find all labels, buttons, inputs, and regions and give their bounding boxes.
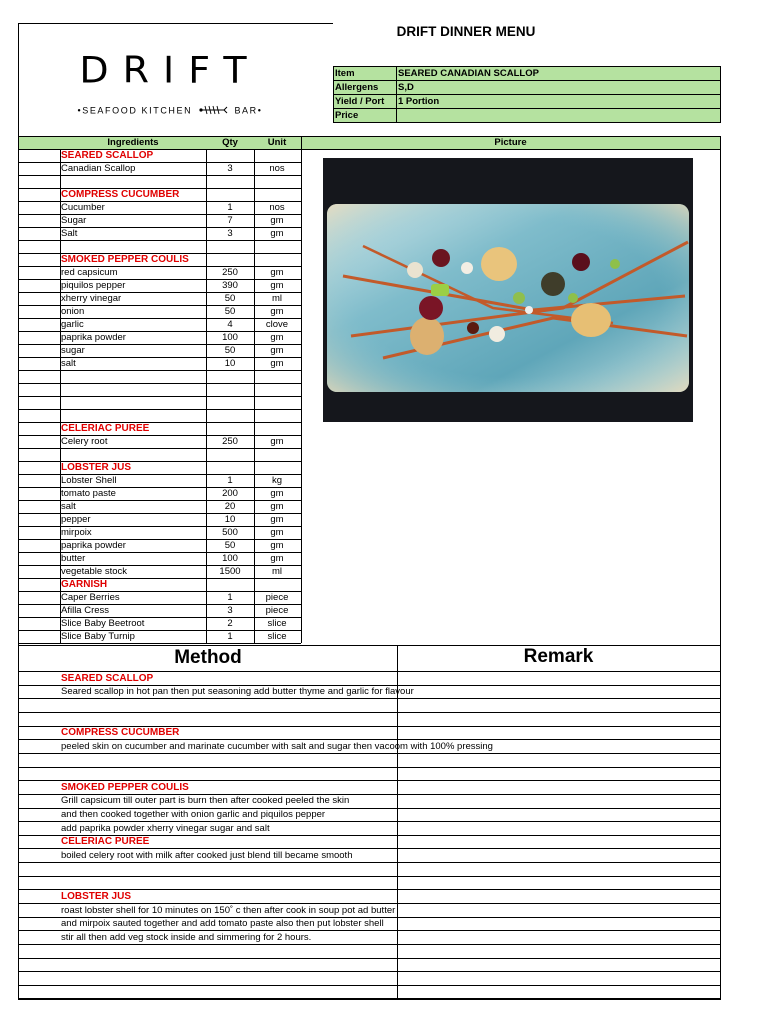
ingredient-name: mirpoix	[61, 527, 92, 538]
ingredient-section-title: SMOKED PEPPER COULIS	[61, 254, 189, 265]
method-step: add paprika powder xherry vinegar sugar and salt	[61, 822, 270, 834]
ingredient-name: paprika powder	[61, 540, 126, 551]
ingredient-qty: 50	[224, 540, 236, 551]
method-step: peeled skin on cucumber and marinate cucumber with salt and sugar then vacoom with 100% pressing	[61, 740, 493, 752]
ingredient-unit: gm	[270, 501, 284, 512]
ingredient-name: Cucumber	[61, 202, 105, 213]
ingredient-name: paprika powder	[61, 332, 126, 343]
ingredient-section-title: CELERIAC PUREE	[61, 423, 150, 434]
ingredient-unit: ml	[271, 566, 283, 577]
ingredient-unit: gm	[270, 306, 284, 317]
ingredient-qty: 20	[224, 501, 236, 512]
method-step: Grill capsicum till outer part is burn then after cooked peeled the skin	[61, 795, 350, 807]
ingredient-qty: 3	[227, 163, 233, 174]
page-title: DRIFT DINNER MENU	[396, 24, 536, 39]
ingredient-name: piquilos pepper	[61, 280, 126, 291]
ingredient-qty: 1	[227, 592, 233, 603]
ingredient-qty: 250	[222, 267, 238, 278]
ingredient-qty: 50	[224, 345, 236, 356]
method-step: and then cooked together with onion garlic and piquilos pepper	[61, 809, 326, 820]
method-section-title: LOBSTER JUS	[61, 890, 132, 902]
ingredient-name: onion	[61, 306, 85, 317]
method-step: Seared scallop in hot pan then put seasoning add butter thyme and garlic for flavour	[61, 686, 414, 698]
ingredient-section-title: SEARED SCALLOP	[61, 150, 154, 161]
ingredient-qty: 10	[224, 358, 236, 369]
ingredient-unit: clove	[265, 319, 289, 330]
ingredient-unit: nos	[269, 163, 285, 174]
ingredient-qty: 200	[222, 488, 238, 499]
ingredient-qty: 1	[227, 202, 233, 213]
ingredient-unit: gm	[270, 488, 284, 499]
header-qty: Qty	[206, 136, 254, 149]
method-step: stir all then add veg stock inside and simmering for 2 hours.	[61, 931, 312, 943]
info-label-price: Price	[333, 108, 397, 123]
ingredient-qty: 1	[227, 475, 233, 486]
ingredient-name: Afilla Cress	[61, 605, 110, 616]
ingredient-unit: gm	[270, 358, 284, 369]
method-step: and mirpoix sauted together and add tomato paste also then put lobster shell	[61, 918, 384, 930]
logo-tagline-left: •SEAFOOD KITCHEN	[77, 105, 193, 116]
ingredient-qty: 2	[227, 618, 233, 629]
method-section-title: CELERIAC PUREE	[61, 836, 150, 848]
header-unit: Unit	[254, 136, 300, 149]
header-ingredients: Ingredients	[60, 136, 206, 149]
ingredient-qty: 7	[227, 215, 233, 226]
ingredient-name: butter	[61, 553, 86, 564]
ingredient-qty: 100	[222, 553, 238, 564]
fish-bones-icon	[198, 104, 228, 118]
ingredient-qty: 10	[224, 514, 236, 525]
info-value-allergens: S,D	[396, 80, 721, 95]
ingredient-unit: gm	[270, 540, 284, 551]
ingredient-unit: piece	[265, 605, 289, 616]
ingredient-name: sugar	[61, 345, 85, 356]
ingredient-name: Lobster Shell	[61, 475, 117, 486]
info-label-allergens: Allergens	[333, 80, 397, 95]
info-value-yield: 1 Portion	[396, 94, 721, 109]
logo-wordmark: DRIFT	[79, 49, 261, 91]
method-step: roast lobster shell for 10 minutes on 150˚ c then after cook in soup pot ad butter	[61, 904, 396, 916]
ingredient-unit: gm	[270, 332, 284, 343]
ingredient-unit: nos	[269, 202, 285, 213]
info-value-item: SEARED CANADIAN SCALLOP	[396, 66, 721, 81]
ingredient-name: Slice Baby Beetroot	[61, 618, 145, 629]
ingredient-name: pepper	[61, 514, 91, 525]
ingredient-unit: gm	[270, 267, 284, 278]
ingredient-qty: 50	[224, 293, 236, 304]
ingredient-qty: 100	[222, 332, 238, 343]
ingredient-name: Caper Berries	[61, 592, 120, 603]
ingredient-unit: kg	[271, 475, 283, 486]
ingredient-qty: 1	[227, 631, 233, 642]
ingredient-unit: gm	[270, 553, 284, 564]
ingredient-name: garlic	[61, 319, 84, 330]
ingredient-section-title: LOBSTER JUS	[61, 462, 132, 473]
method-heading: Method	[174, 647, 242, 668]
info-label-yield: Yield / Port	[333, 94, 397, 109]
ingredient-name: salt	[61, 501, 76, 512]
ingredient-unit: gm	[270, 436, 284, 447]
ingredient-unit: slice	[267, 618, 287, 629]
ingredient-unit: ml	[271, 293, 283, 304]
ingredient-name: Salt	[61, 228, 78, 239]
ingredient-unit: gm	[270, 345, 284, 356]
header-picture: Picture	[301, 136, 720, 149]
ingredient-qty: 3	[227, 228, 233, 239]
remark-heading: Remark	[523, 646, 594, 667]
ingredient-qty: 390	[222, 280, 238, 291]
ingredient-qty: 500	[222, 527, 238, 538]
ingredient-unit: piece	[265, 592, 289, 603]
ingredient-unit: gm	[270, 280, 284, 291]
method-section-title: COMPRESS CUCUMBER	[61, 727, 180, 739]
ingredient-unit: gm	[270, 228, 284, 239]
ingredient-unit: gm	[270, 514, 284, 525]
ingredient-unit: slice	[267, 631, 287, 642]
ingredient-qty: 4	[227, 319, 233, 330]
method-section-title: SMOKED PEPPER COULIS	[61, 781, 189, 793]
ingredient-name: xherry vinegar	[61, 293, 122, 304]
ingredient-qty: 250	[222, 436, 238, 447]
ingredient-qty: 50	[224, 306, 236, 317]
info-value-price	[396, 108, 721, 123]
ingredient-name: Sugar	[61, 215, 87, 226]
ingredient-name: Canadian Scallop	[61, 163, 136, 174]
ingredient-unit: gm	[270, 527, 284, 538]
ingredient-name: red capsicum	[61, 267, 118, 278]
ingredient-unit: gm	[270, 215, 284, 226]
ingredient-qty: 3	[227, 605, 233, 616]
dish-photo	[323, 158, 693, 422]
ingredient-name: tomato paste	[61, 488, 116, 499]
ingredient-section-title: GARNISH	[61, 579, 108, 590]
ingredient-qty: 1500	[219, 566, 241, 577]
ingredient-name: salt	[61, 358, 76, 369]
ingredient-name: vegetable stock	[61, 566, 128, 577]
method-section-title: SEARED SCALLOP	[61, 672, 154, 684]
ingredient-name: Celery root	[61, 436, 108, 447]
ingredient-name: Slice Baby Turnip	[61, 631, 135, 642]
method-step: boiled celery root with milk after cooked just blend till became smooth	[61, 849, 353, 861]
info-label-item: Item	[333, 66, 397, 81]
ingredient-section-title: COMPRESS CUCUMBER	[61, 189, 180, 200]
drift-logo	[50, 48, 290, 120]
logo-tagline-right: BAR•	[234, 105, 263, 116]
